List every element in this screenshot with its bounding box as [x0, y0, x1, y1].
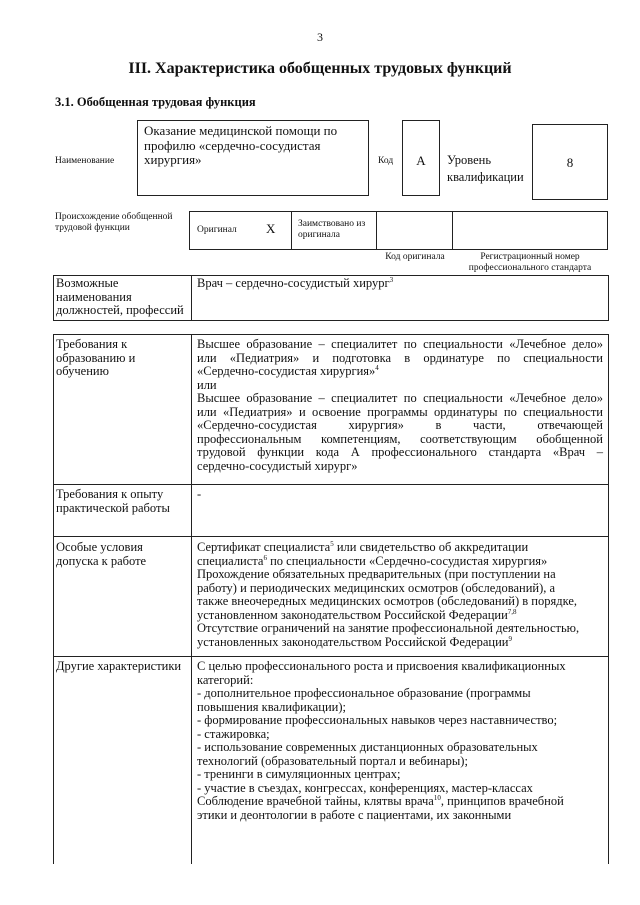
borrowed-label: Заимствовано из оригинала: [298, 219, 366, 240]
experience-label: Требования к опыту практической работы: [56, 487, 170, 515]
name-value-cell: [137, 120, 369, 196]
experience-value: -: [197, 487, 202, 501]
origin-divider-2: [376, 211, 377, 250]
level-label: Уровень квалификации: [447, 153, 524, 184]
page-number: 3: [317, 30, 323, 44]
name-value: Оказание медицинской помощи по профилю «сердечно-сосудистая хирургия»: [144, 123, 338, 167]
subsection-title: 3.1. Обобщенная трудовая функция: [55, 95, 256, 109]
other-value: С целью профессионального роста и присвоения квалификационных категорий: - дополнительное профессиональное образование (программы повышения квалификации); - формирование профессиональных навыков через наставничество; - стажировка; - использование современных дистанционных образовательных технологий (образовательный портал и вебинары); - тренинги в симуляционных центрах; - участие в съездах, конгрессах, конференциях, мастер-классах Соблюдение врачебной тайны, клятвы врача$^{10}$, принципов врачебной этики и деонтологии в работе с пациентами, их законными: [197, 659, 566, 822]
origin-table: [189, 211, 608, 250]
row-divider-2: [53, 536, 609, 537]
other-label: Другие характеристики: [56, 659, 182, 673]
level-value-cell: [532, 124, 608, 200]
section-title: III. Характеристика обобщенных трудовых функций: [128, 60, 512, 77]
education-value: Высшее образование – специалитет по специальности «Лечебное дело» или «Педиатрия» и подготовка в ординатуре по специальности «Сердечно-сосудистая хирургия»$^4$ или Высшее образование – специалитет по специальности «Лечебное дело» или «Педиатрия» и освоение программы ординатуры по специальности «Сердечно-сосудистая хирургия» в части, отвечающей профессиональным компетенциям, соответствующим обобщенной трудовой функции кода А профессионального стандарта «Врач – сердечно-сосудистый хирург»: [197, 337, 603, 473]
original-label: Оригинал: [197, 225, 237, 235]
origin-divider-1: [291, 211, 292, 250]
origin-divider-3: [452, 211, 453, 250]
code-value: А: [416, 153, 426, 168]
name-label: Наименование: [55, 156, 115, 166]
reg-caption: Регистрационный номер профессионального стандарта: [468, 252, 592, 273]
special-label: Особые условия допуска к работе: [56, 540, 147, 568]
education-label: Требования к образованию и обучению: [56, 337, 136, 378]
special-value: Сертификат специалиста$^5$ или свидетельство об аккредитации специалиста$^6$ по специальности «Сердечно-сосудистая хирургия» Прохождение обязательных предварительных (при поступлении на работу) и периодических медицинских осмотров (обследований), а также внеочередных медицинских осмотров (обследований) в порядке, установленном законодательством Российской Федерации$^{7,8}$ Отсутствие ограничений на занятие профессиональной деятельностью, установленных законодательством Российской Федерации$^9$: [197, 539, 580, 649]
row-divider-1: [53, 484, 609, 485]
positions-divider: [191, 275, 192, 321]
original-mark: X: [266, 221, 276, 236]
code-value-cell: [402, 120, 440, 196]
code-caption: Код оригинала: [385, 252, 445, 262]
positions-value: Врач – сердечно-сосудистый хирург$^3$: [197, 275, 394, 290]
positions-label: Возможные наименования должностей, профессий: [56, 276, 184, 317]
code-label: Код: [378, 156, 394, 166]
row-divider-3: [53, 656, 609, 657]
level-value: 8: [566, 155, 574, 170]
origin-label: Происхождение обобщенной трудовой функции: [55, 212, 173, 233]
requirements-divider: [191, 334, 192, 864]
